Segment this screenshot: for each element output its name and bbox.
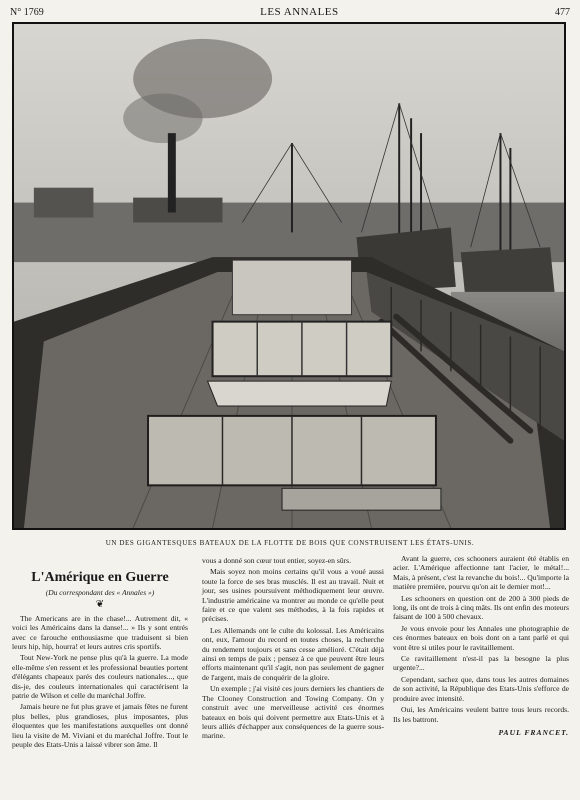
paragraph: Ce ravitaillement n'est-il pas la besogne la plus urgente?...	[393, 654, 569, 673]
paragraph: Cependant, sachez que, dans tous les autres domaines de son activité, la République des Etats-Unis s'efforce de produire avec intensité.	[393, 674, 569, 703]
paragraph: Oui, les Américains veulent battre tous leurs records. Ils les battront.	[393, 705, 569, 724]
article-column-3	[393, 554, 569, 737]
paragraph: The Americans are in the chase!... Autrement dit, « voici les Américains dans la danse!... » Ils y sont entrés avec ce farouche enthousiasme que traduisent si bien leurs hip, hip, hourra! et leurs autres cris sportifs.	[12, 613, 188, 652]
article-title: L'Amérique en Guerre	[31, 570, 169, 585]
page-header	[10, 4, 570, 20]
paragraph: Un exemple ; j'ai visité ces jours derniers les chantiers de The Clooney Construction and Towing Company. On y construit avec une merveilleuse activité ces énormes bateaux en bois qui doivent permettre aux Etats-Unis et à leurs alliés d'échapper aux conséquences de la guerre sous-marine.	[202, 684, 384, 741]
paragraph: Jamais heure ne fut plus grave et jamais fêtes ne furent plus belles, plus grandioses, plus imposantes, plus éloquentes que les manifestations auxquelles ont donné lieu la visite de M. Viviani et du maréchal Joffre. Tout le peuple des Etats-Unis a laissé vibrer son âme. Il	[12, 702, 188, 750]
ship-photograph	[12, 22, 566, 530]
article-column-2	[202, 556, 384, 743]
page-number: 477	[554, 6, 570, 18]
paragraph: Les Allemands ont le culte du kolossal. Les Américains ont, eux, l'amour du record en toutes choses, la recherche du rendement toujours et sans cesse amélioré. C'était déjà ainsi en temps de paix ; pensez à ce que peuvent être leurs efforts maintenant qu'il s'agit, non pas seulement de gagner de l'argent, mais de conquérir de la gloire.	[202, 625, 384, 682]
fleuron-icon: ❦	[95, 599, 105, 611]
issue-number: N° 1769	[10, 6, 44, 18]
paragraph: Les schooners en question ont de 200 à 300 pieds de long, ils ont de trois à cinq mâts. Ils ont enfin des moteurs faisant de 100 à 500 chevaux.	[393, 593, 569, 622]
journal-title: LES ANNALES	[260, 6, 339, 18]
paragraph: Je vous envoie pour les Annales une photographie de ces énormes bateaux en bois dont on a tant parlé et qui vont être si utiles pour le ravitaillement.	[393, 623, 569, 652]
paragraph: Tout New-York ne pense plus qu'à la guerre. La mode elle-même s'en ressent et les professional beauties portent d'élégants chapeaux parés des couleurs nationales..., que dis-je, des couleurs internationales qui caractérisent la patrie de Wilson et celle du maréchal Joffre.	[12, 653, 188, 701]
author-signature: PAUL FRANCET.	[498, 727, 569, 737]
article-subtitle: (Du correspondant des « Annales »)	[45, 588, 155, 597]
paragraph: Avant la guerre, ces schooners auraient été établis en acier. L'Amérique affectionne tant l'acier, le métal!... Mais, à présent, c'est la revanche du bois!... Qu'importe la matière première, pourvu qu'on ait le dernier mot!...	[393, 554, 569, 592]
paragraph: vous a donné son cœur tout entier, soyez-en sûrs.	[202, 556, 352, 565]
paragraph: Mais soyez non moins certains qu'il vous a voué aussi toute la force de ses bras musclés. Il est au travail. Nuit et jour, ses usines poursuivent méthodiquement leur œuvre. L'industrie américaine va montrer au monde ce qu'elle peut faire et ce que valent ses méthodes, à la fois rapides et précises.	[202, 567, 384, 624]
article-column-1	[12, 558, 188, 752]
ship-photo-illustration	[14, 24, 564, 528]
photo-caption: UN DES GIGANTESQUES BATEAUX DE LA FLOTTE DE BOIS QUE CONSTRUISENT LES ÉTATS-UNIS.	[105, 539, 475, 547]
